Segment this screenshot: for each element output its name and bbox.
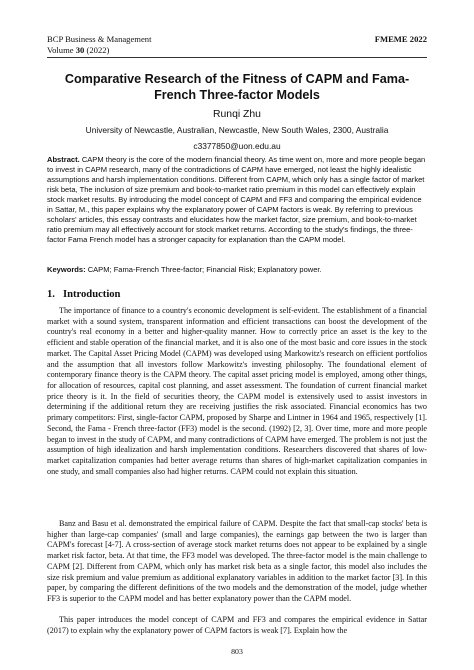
body-paragraph: Banz and Basu et al. demonstrated the empirical failure of CAPM. Despite the fact that small-cap stocks' beta is higher than large-cap companies' (small and large companies), the earnings gap between the two is larger than CAPM's forecast [4-7]. A cross-section of average stock market returns does not appear to be explained by a single market risk factor, beta. At that time, the FF3 model was developed. The three-factor model is the main challenge to CAPM [2]. Different from CAPM, which only has market risk beta as a single factor, this model also includes the size risk premium and value premium as additional explanatory variables in addition to the market factor [3]. In this paper, by comparing the different definitions of the two models and the demonstration of the model, judge whether FF3 is superior to the CAPM model and has better explanatory power than the CAPM model. <box>47 519 427 604</box>
author-email: c3377850@uon.edu.au <box>193 141 281 151</box>
keywords-label: Keywords: <box>47 265 86 274</box>
journal-name: BCP Business & Management <box>47 34 152 44</box>
year: (2022) <box>86 45 110 55</box>
conference-name: FMEME 2022 <box>374 34 427 44</box>
page-number: 803 <box>231 647 243 656</box>
volume-info: Volume 30 (2022) <box>47 45 110 55</box>
keywords-text: CAPM; Fama-French Three-factor; Financial Risk; Explanatory power. <box>87 265 322 274</box>
volume-number: 30 <box>75 45 85 55</box>
header-rule <box>47 57 427 58</box>
author-name: Runqi Zhu <box>213 109 261 120</box>
abstract-text: CAPM theory is the core of the modern financial theory. As time went on, more and more people began to invest in CAPM research, many of the contradictions of CAPM have emerged, not least the highly idealistic assumptions and harsh implementation conditions. Different from CAPM, which only has a single factor of market risk beta, The inclusion of size premium and book-to-market ratio premium in this model can effectively explain stock market results. By introducing the model concept of CAPM and FF3 and comparing the empirical evidence in Sattar, M., this paper explains why the explanatory power of CAPM factors is weak. By referring to previous scholars' articles, this essay contrasts and elucidates how the market factor, size premium, and book-to-market ratio premium may all effectively account for stock market returns. According to the study's findings, the three-factor Fama French model has a stronger capacity for explanation than the CAPM model. <box>47 155 426 244</box>
section-number: 1. <box>47 289 55 300</box>
body-paragraph: The importance of finance to a country's economic development is self-evident. The establishment of a financial market with a sound system, transparent information and efficient transactions can boost the development of the country's real economy in a better and higher-quality manner. How to correctly price an asset is the key to the efficient and stable operation of the financial market, and it is also one of the most basic and core issues in the stock market. The Capital Asset Pricing Model (CAPM) was developed using Markowitz's research on efficient portfolios and the assumption that all investors follow Markowitz's investing philosophy. The foundational element of contemporary finance theory is the CAPM theory. The capital asset pricing model is employed, among other things, for allocation of resources, capital cost planning, and asset assessment. The foundation of current financial market price theory is it. In the field of securities theory, the CAPM model is extensively used to assist investors in determining if the additional return they are receiving justifies the risk associated. Financial economics has two primary competitors: First, single-factor CAPM, proposed by Sharpe and Lintner in 1964 and 1965, respectively [1]. Second, the Fama - French three-factor (FF3) model is the second. (1992) [2, 3]. Over time, more and more people began to invest in the study of CAPM, and many contradictions of CAPM have emerged. The problem is not just the assumption of high idealization and harsh implementation conditions. Researchers discovered that shares of low-market capitalization companies had better average returns than shares of high-market capitalization companies in one study, and small companies also had higher returns. CAPM could not explain this situation. <box>47 306 427 476</box>
abstract-label: Abstract. <box>47 155 80 164</box>
keywords <box>47 265 427 274</box>
affiliation: University of Newcastle, Australian, Newcastle, New South Wales, 2300, Australia <box>85 125 389 135</box>
body-paragraph: This paper introduces the model concept of CAPM and FF3 and compares the empirical evidence in Sattar (2017) to explain why the explanatory power of CAPM factors is weak [7]. Explain how the <box>47 615 427 635</box>
section-title: Introduction <box>62 289 121 300</box>
paper-title: Comparative Research of the Fitness of CAPM and Fama- French Three-factor Models <box>64 72 410 102</box>
running-header-left <box>47 34 151 56</box>
section-heading <box>47 289 120 300</box>
abstract <box>47 155 427 245</box>
